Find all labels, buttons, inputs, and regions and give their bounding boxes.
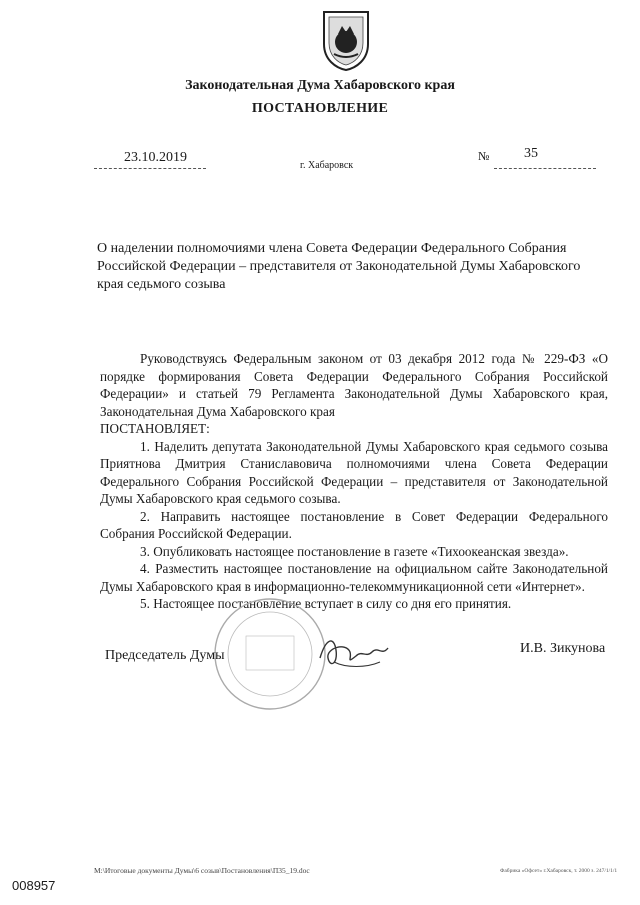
document-subject: О наделении полномочиями члена Совета Федерации Федерального Собрания Российской Федерации – представителя от Законодательной Думы Хабаровского края седьмого созыва <box>97 241 581 292</box>
document-number: 35 <box>524 146 538 161</box>
resolves-heading: ПОСТАНОВЛЯЕТ: <box>100 421 210 436</box>
signatory-title: Председатель Думы <box>105 648 225 663</box>
document-date: 23.10.2019 <box>124 150 187 165</box>
document-body <box>100 350 608 613</box>
item-5: 5. Настоящее постановление вступает в силу со дня его принятия. <box>140 596 512 611</box>
item-4: 4. Разместить настоящее постановление на официальном сайте Законодательной Думы Хабаровского края в информационно-телекоммуникационной сети «Интернет». <box>100 561 608 594</box>
item-2: 2. Направить настоящее постановление в Совет Федерации Федерального Собрания Российской Федерации. <box>100 508 608 541</box>
signature-icon <box>316 628 392 674</box>
official-seal-icon <box>212 596 328 712</box>
print-note: Фабрика «Офсет» г.Хабаровск, т. 2000 з. 247/1/1/1 <box>500 868 618 874</box>
number-label: № <box>478 149 490 163</box>
organization-name: Законодательная Дума Хабаровского края <box>185 78 455 93</box>
coat-of-arms-icon <box>320 8 372 72</box>
item-3: 3. Опубликовать настоящее постановление в газете «Тихоокеанская звезда». <box>140 543 569 559</box>
number-underline <box>494 150 596 169</box>
document-type: ПОСТАНОВЛЕНИЕ <box>251 101 389 116</box>
document-city: г. Хабаровск <box>300 160 354 171</box>
item-1: 1. Наделить депутата Законодательной Думы Хабаровского края седьмого созыва Приятнова Дмитрия Станиславовича полномочиями члена Совета Федерации Федерального Собрания Российской Федерации – представителя от Законодательной Думы Хабаровского края седьмого созыва. <box>100 438 608 506</box>
file-path: М:\Итоговые документы Думы\6 созыв\Постановления\П35_19.doc <box>94 866 310 875</box>
preamble: Руководствуясь Федеральным законом от 03 декабря 2012 года № 229-ФЗ «О порядке формирования Совета Федерации Федерального Собрания Российской Федерации» и статьей 79 Регламента Законодательной Думы Хабаровского края, Законодательная Дума Хабаровского края <box>100 351 608 419</box>
signatory-name: И.В. Зикунова <box>520 641 606 656</box>
document-serial: 008957 <box>12 878 56 893</box>
